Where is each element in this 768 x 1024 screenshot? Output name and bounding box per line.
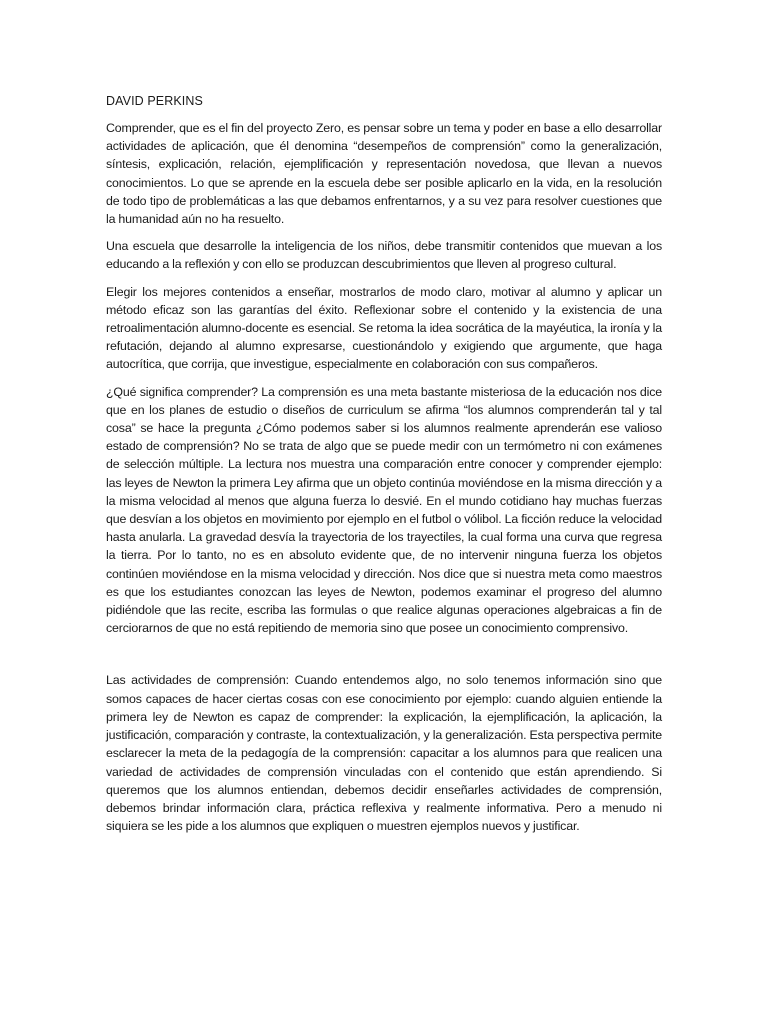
document-title: DAVID PERKINS: [106, 94, 203, 108]
paragraph-contenidos: Elegir los mejores contenidos a enseñar, mostrarlos de modo claro, motivar al alumno y aplicar un método eficaz son las garantías del éxito. Reflexionar sobre el contenido y la existencia de una retroalimentación alumno-docente es esencial. Se retoma la idea socrática de la mayéutica, la ironía y la refutación, dejando al alumno expresarse, cuestionándolo y exigiendo que argumente, que haga autocrítica, que corrija, que investigue, especialmente en colaboración con sus compañeros.: [106, 284, 662, 372]
paragraph-comprender: Comprender, que es el fin del proyecto Zero, es pensar sobre un tema y poder en base a ello desarrollar actividades de aplicación, que él denomina “desempeños de comprensión” como la generalización, síntesis, explicación, relación, ejemplificación y representación novedosa, que llevan a nuevos conocimientos. Lo que se aprende en la escuela debe ser posible aplicarlo en la vida, en la resolución de todo tipo de problemáticas a las que debamos enfrentarnos, y a su vez para resolver cuestiones que la humanidad aún no ha resuelto.: [106, 121, 662, 227]
paragraph-escuela: Una escuela que desarrolle la inteligencia de los niños, debe transmitir contenidos que muevan a los educando a la reflexión y con ello se produzcan descubrimientos que lleven al progreso cultural.: [106, 239, 662, 272]
paragraph-que-significa-comprender: ¿Qué significa comprender? La comprensión es una meta bastante misteriosa de la educación nos dice que en los planes de estudio o diseños de curriculum se afirma “los alumnos comprenderán tal y tal cosa” se hace la pregunta ¿Cómo podemos saber si los alumnos realmente aprenderán ese valioso estado de comprensión? No se trata de algo que se puede medir con un termómetro ni con exámenes de selección múltiple. La lectura nos muestra una comparación entre conocer y comprender ejemplo: las leyes de Newton la primera Ley afirma que un objeto continúa moviéndose en la misma dirección y a la misma velocidad al menos que alguna fuerza lo desvié. En el mundo cotidiano hay muchas fuerzas que desvían a los objetos en movimiento por ejemplo en el futbol o vólibol. La ficción reduce la velocidad hasta anularla. La gravedad desvía la trayectoria de los trayectiles, la cual forma una curva que regresa la tierra. Por lo tanto, no es en absoluto evidente que, de no intervenir ninguna fuerza los objetos continúen moviéndose en la misma velocidad y dirección. Nos dice que si nuestra meta como maestros es que los estudiantes conozcan las leyes de Newton, podemos examinar el progreso del alumno pidiéndole que las recite, escriba las formulas o que realice algunas operaciones algebraicas a fin de cerciorarnos de que no está repitiendo de memoria sino que posee un conocimiento comprensivo.: [106, 384, 662, 636]
paragraph-actividades-de-comprension: Las actividades de comprensión: Cuando entendemos algo, no solo tenemos información sino que somos capaces de hacer ciertas cosas con ese conocimiento por ejemplo: cuando alguien entiende la primera ley de Newton es capaz de comprender: la explicación, la ejemplificación, la aplicación, la justificación, comparación y contraste, la contextualización, y la generalización. Esta perspectiva permite esclarecer la meta de la pedagogía de la comprensión: capacitar a los alumnos para que realicen una variedad de actividades de comprensión vinculadas con el contenido que están aprendiendo. Si queremos que los alumnos entiendan, debemos decidir enseñarles actividades de comprensión, debemos brindar información clara, práctica reflexiva y realmente informativa. Pero a menudo ni siquiera se les pide a los alumnos que expliquen o muestren ejemplos nuevos y justificar.: [106, 673, 662, 834]
